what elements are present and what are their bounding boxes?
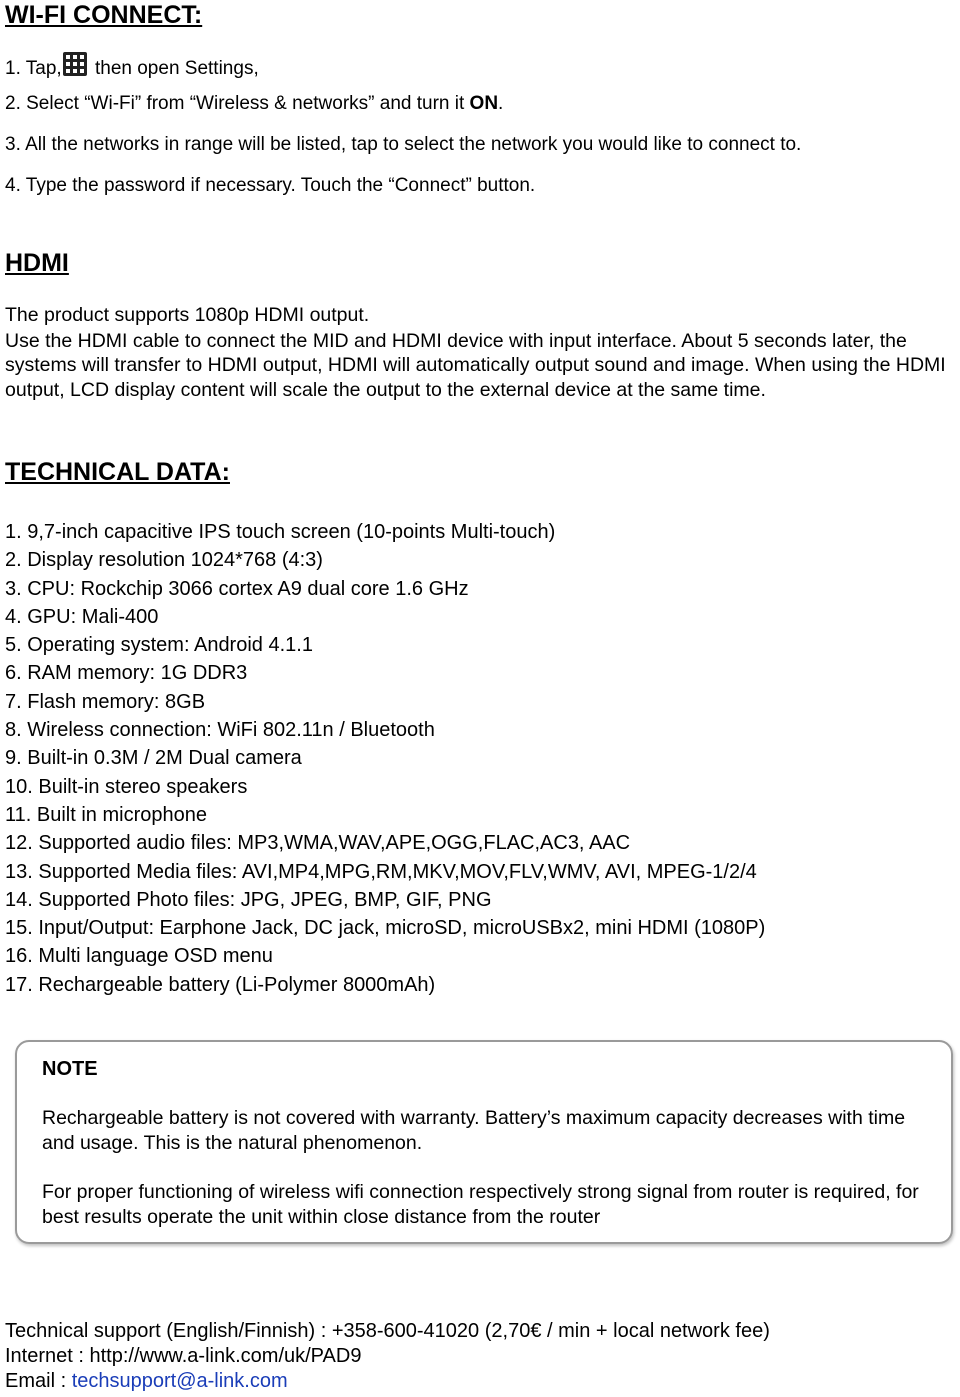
wifi-step-2-prefix: 2. Select “Wi-Fi” from “Wireless & networks” and turn it <box>5 93 470 114</box>
technical-item: 1. 9,7-inch capacitive IPS touch screen (10-points Multi-touch) <box>5 521 556 543</box>
wifi-step-3: 3. All the networks in range will be listed, tap to select the network you would like to connect to. <box>5 134 802 155</box>
technical-item: 14. Supported Photo files: JPG, JPEG, BMP, GIF, PNG <box>5 888 492 911</box>
technical-item: 17. Rechargeable battery (Li-Polymer 8000mAh) <box>5 973 436 996</box>
technical-item: 8. Wireless connection: WiFi 802.11n / Bluetooth <box>5 719 435 742</box>
note-title: NOTE <box>42 1058 98 1080</box>
technical-item: 10. Built-in stereo speakers <box>5 775 248 798</box>
technical-item: 13. Supported Media files: AVI,MP4,MPG,RM,MKV,MOV,FLV,WMV, AVI, MPEG-1/2/4 <box>5 860 757 883</box>
hdmi-heading: HDMI <box>5 249 69 277</box>
technical-item: 7. Flash memory: 8GB <box>5 690 206 713</box>
technical-item: 2. Display resolution 1024*768 (4:3) <box>5 549 323 572</box>
apps-grid-icon <box>63 52 87 76</box>
support-email-link[interactable]: techsupport@a-link.com <box>71 1370 288 1392</box>
support-footer <box>5 1319 770 1394</box>
support-internet[interactable]: Internet : http://www.a-link.com/uk/PAD9 <box>5 1345 362 1367</box>
wifi-step-1 <box>5 52 259 81</box>
hdmi-paragraph: Use the HDMI cable to connect the MID and HDMI device with input interface. About 5 seconds later, the systems will transfer to HDMI output, HDMI will automatically output sound and image. When using the HDMI output, LCD display content will scale the output to the external device at the same time. <box>5 330 946 401</box>
support-email-label: Email : <box>5 1370 72 1392</box>
technical-item: 12. Supported audio files: MP3,WMA,WAV,APE,OGG,FLAC,AC3, AAC <box>5 832 631 855</box>
technical-heading: TECHNICAL DATA: <box>5 458 230 486</box>
technical-item: 15. Input/Output: Earphone Jack, DC jack, microSD, microUSBx2, mini HDMI (1080P) <box>5 917 766 940</box>
technical-item: 11. Built in microphone <box>5 803 207 826</box>
wifi-step-4: 4. Type the password if necessary. Touch the “Connect” button. <box>5 175 536 196</box>
technical-item: 9. Built-in 0.3M / 2M Dual camera <box>5 747 302 770</box>
support-email-line <box>5 1369 770 1394</box>
wifi-step-2 <box>5 92 503 116</box>
technical-item: 4. GPU: Mali-400 <box>5 605 159 628</box>
note-paragraph-warranty: Rechargeable battery is not covered with warranty. Battery’s maximum capacity decreases with time and usage. This is the natural phenomenon. <box>42 1107 906 1154</box>
wifi-step-1-prefix: 1. Tap, <box>5 58 62 79</box>
technical-item: 16. Multi language OSD menu <box>5 945 273 968</box>
wifi-step-1-suffix: then open Settings, <box>89 58 259 79</box>
technical-item: 6. RAM memory: 1G DDR3 <box>5 662 248 685</box>
wifi-step-2-on: ON <box>469 93 499 114</box>
technical-item: 5. Operating system: Android 4.1.1 <box>5 634 313 657</box>
wifi-step-2-suffix: . <box>498 93 504 114</box>
hdmi-intro: The product supports 1080p HDMI output. <box>5 304 370 326</box>
support-phone: Technical support (English/Finnish) : +358-600-41020 (2,70€ / min + local network fee) <box>5 1320 770 1342</box>
note-box <box>15 1040 953 1244</box>
wifi-heading: WI-FI CONNECT: <box>5 1 203 29</box>
technical-list <box>5 518 765 999</box>
technical-item: 3. CPU: Rockchip 3066 cortex A9 dual core 1.6 GHz <box>5 577 469 600</box>
note-paragraph-wifi: For proper functioning of wireless wifi connection respectively strong signal from router is required, for best results operate the unit within close distance from the router <box>42 1181 919 1228</box>
